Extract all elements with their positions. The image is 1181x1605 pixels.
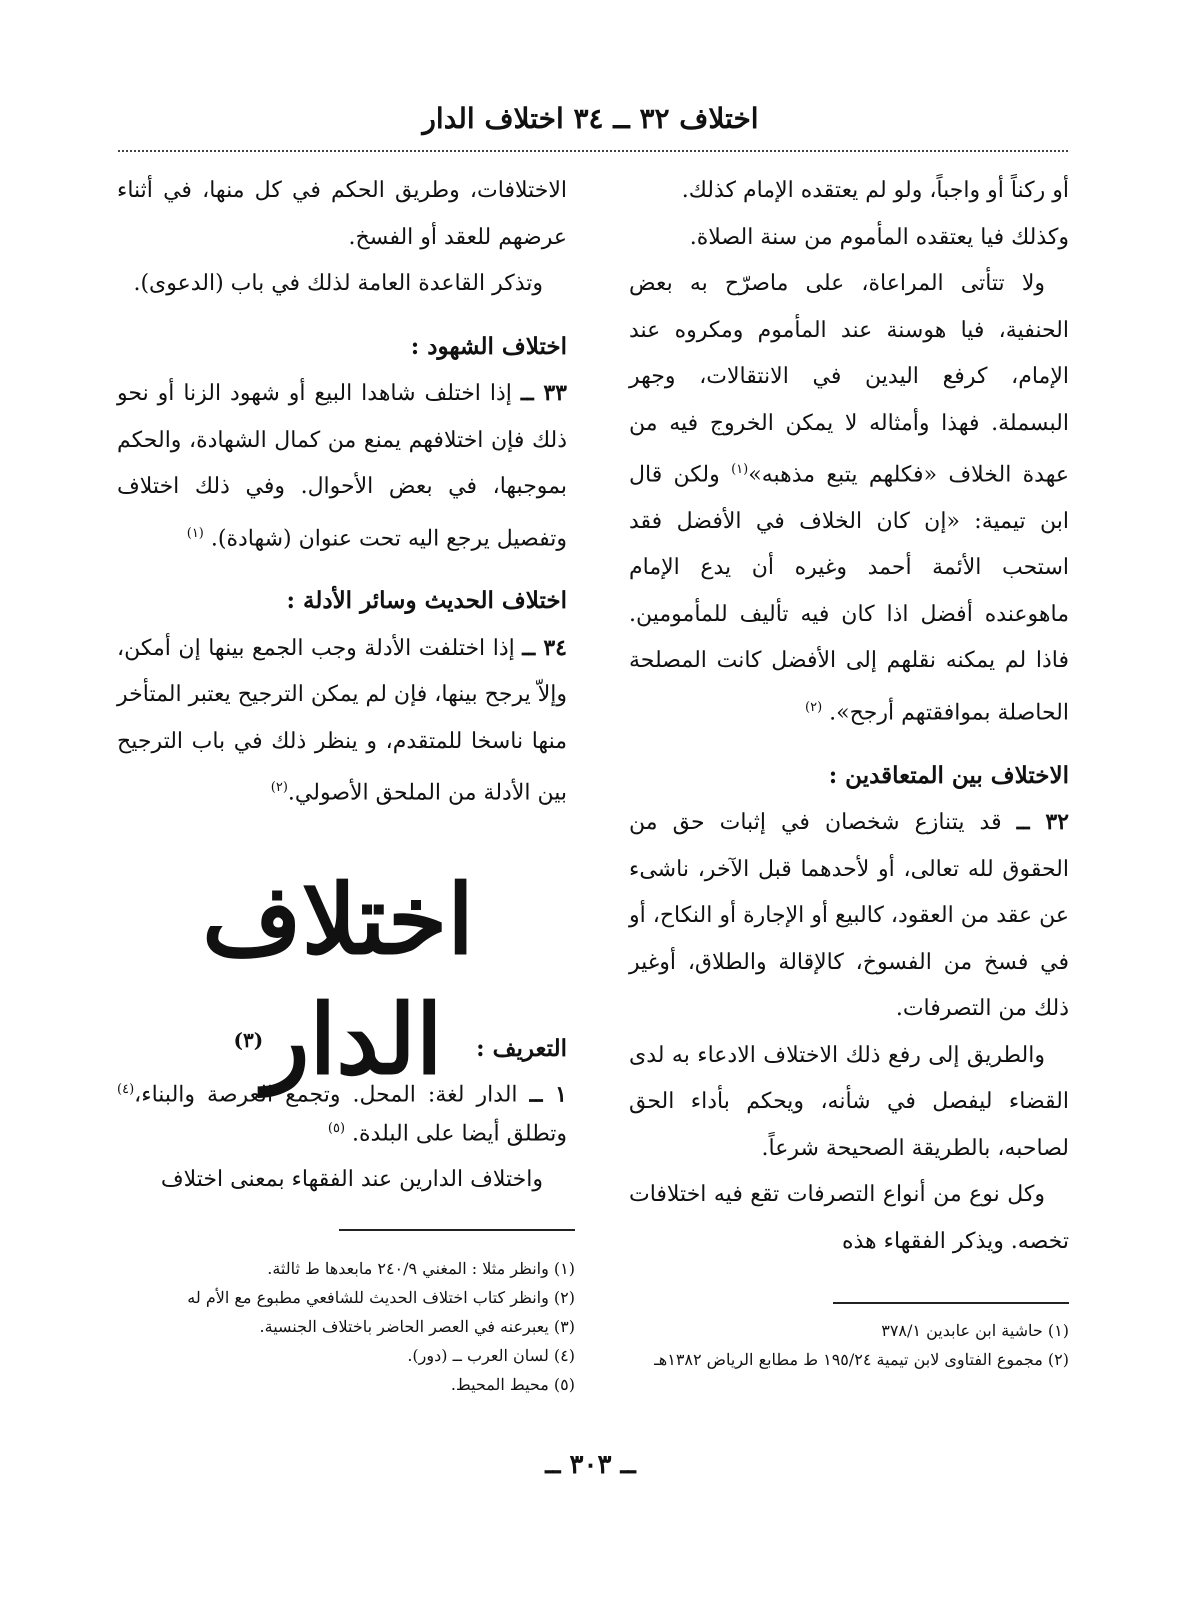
clause-number: ٣٣ ــ <box>520 380 567 406</box>
paragraph-text: إذا اختلف شاهدا البيع أو شهود الزنا أو نحو ذلك فإن اختلافهم يمنع من كمال الشهادة، والحكم بموجبها، في بعض الأحوال. وفي ذلك اختلاف وتفصيل يرجع اليه تحت عنوان (شهادة). <box>117 381 567 551</box>
footnote-ref: (٤) <box>117 1081 135 1097</box>
clause-number: ١ ــ <box>529 1080 567 1107</box>
paragraph-text: إذا اختلفت الأدلة وجب الجمع بينها إن أمكن، وإلاّ يرجح بينها، فإن لم يمكن الترجيح يعتبر المتأخر منها ناسخا للمتقدم، و ينظر ذلك في باب الترجيح بين الأدلة من الملحق الأصولي. <box>117 635 567 806</box>
left-column-lower <box>117 1026 567 1204</box>
section-title: التعريف : <box>476 1035 567 1062</box>
footnote-rule <box>833 1302 1069 1304</box>
right-column <box>629 168 1069 1265</box>
paragraph: والطريق إلى رفع ذلك الاختلاف الادعاء به لدى القضاء ليفصل في شأنه، ويحكم بأداء الحق لصاحبه، بالطريقة الصحيحة شرعاً. <box>629 1042 1069 1161</box>
paragraph <box>629 261 1069 737</box>
paragraph: وتذكر القاعدة العامة لذلك في باب (الدعوى). <box>133 271 543 296</box>
paragraph-text: وتطلق أيضا على البلدة. <box>352 1121 567 1147</box>
paragraph-text: قد يتنازع شخصان في إثبات حق من الحقوق لله تعالى، أو لأحدهما قبل الآخر، ناشىء عن عقد من العقود، كالبيع أو الإجارة أو النكاح، أو في فسخ من الفسوخ، كالإقالة والطلاق، أوغير ذلك من التصرفات. <box>629 810 1069 1022</box>
section-title: الاختلاف بين المتعاقدين : <box>828 761 1069 789</box>
left-column <box>117 168 567 817</box>
footnotes-right <box>629 1316 1069 1374</box>
footnote-ref: (٥) <box>327 1120 346 1136</box>
section-title: اختلاف الحديث وسائر الأدلة : <box>286 587 567 615</box>
page-number: ــ ٣٠٣ ــ <box>545 1450 636 1480</box>
footnote-ref: (١) <box>731 462 749 477</box>
footnote: (١) حاشية ابن عابدين ٣٧٨/١ <box>881 1321 1069 1340</box>
clause-number: ٣٤ ــ <box>522 634 567 661</box>
paragraph: الاختلافات، وطريق الحكم في كل منها، في أثناء عرضهم للعقد أو الفسخ. <box>117 178 567 250</box>
footnote: (٥) محيط المحيط. <box>450 1375 575 1394</box>
chapter-title-text: اختلاف الدار <box>202 863 474 1096</box>
footnote: (٣) يعبرعنه في العصر الحاضر باختلاف الجنسية. <box>259 1317 575 1336</box>
header-dotted-rule <box>118 150 1068 152</box>
paragraph-text: ولكن قال ابن تيمية: «إن كان الخلاف في الأفضل فقد استحب الأئمة أحمد وغيره أن يدع الإمام ماهوعنده أفضل اذا كان فيه تأليف للمأمومين. فاذا لم يمكنه نقلهم إلى الأفضل كانت المصلحة الحاصلة بموافقتهم أرجح». <box>629 462 1069 726</box>
paragraph <box>117 1073 567 1152</box>
paragraph <box>629 799 1069 1033</box>
section-title: اختلاف الشهود : <box>410 332 567 360</box>
paragraph-text: الدار لغة: المحل. وتجمع العرصة والبناء، <box>134 1081 530 1107</box>
paragraph-text: ولا تتأتى المراعاة، على ماصرّح به بعض الحنفية، فيا هوسنة عند المأموم ومكروه عند الإمام، كرفع اليدين في الانتقالات، وجهر البسملة. فهذا وأمثاله لا يمكن الخروج فيه من عهدة الخلاف «فكلهم يتبع مذهبه» <box>629 271 1069 488</box>
footnote: (١) وانظر مثلا : المغني ٢٤٠/٩ مابعدها ط ثالثة. <box>267 1259 575 1278</box>
footnote-ref: (٣) <box>233 1028 264 1052</box>
paragraph <box>117 625 567 817</box>
footnote-ref: (٢) <box>805 699 823 715</box>
footnote: (٢) وانظر كتاب اختلاف الحديث للشافعي مطبوع مع الأم له <box>187 1288 575 1307</box>
paragraph <box>117 370 567 562</box>
running-head: اختلاف ٣٢ ــ ٣٤ اختلاف الدار <box>422 102 759 135</box>
footnote-ref: (١) <box>186 525 204 541</box>
paragraph: أو ركناً أو واجباً، ولو لم يعتقده الإمام كذلك. <box>681 178 1069 203</box>
footnote: (٤) لسان العرب ــ (دور). <box>407 1346 575 1365</box>
clause-number: ٣٢ ــ <box>1016 809 1069 836</box>
paragraph: وكل نوع من أنواع التصرفات تقع فيه اختلافات تخصه. ويذكر الفقهاء هذه <box>629 1182 1069 1254</box>
footnote-ref: (٢) <box>270 780 288 796</box>
paragraph: واختلاف الدارين عند الفقهاء بمعنى اختلاف <box>160 1167 543 1193</box>
footnotes-left <box>135 1254 575 1399</box>
footnote-rule <box>339 1229 575 1231</box>
paragraph: وكذلك فيا يعتقده المأموم من سنة الصلاة. <box>689 224 1069 250</box>
footnote: (٢) مجموع الفتاوى لابن تيمية ١٩٥/٢٤ ط مطابع الرياض ١٣٨٢هـ <box>654 1350 1069 1369</box>
